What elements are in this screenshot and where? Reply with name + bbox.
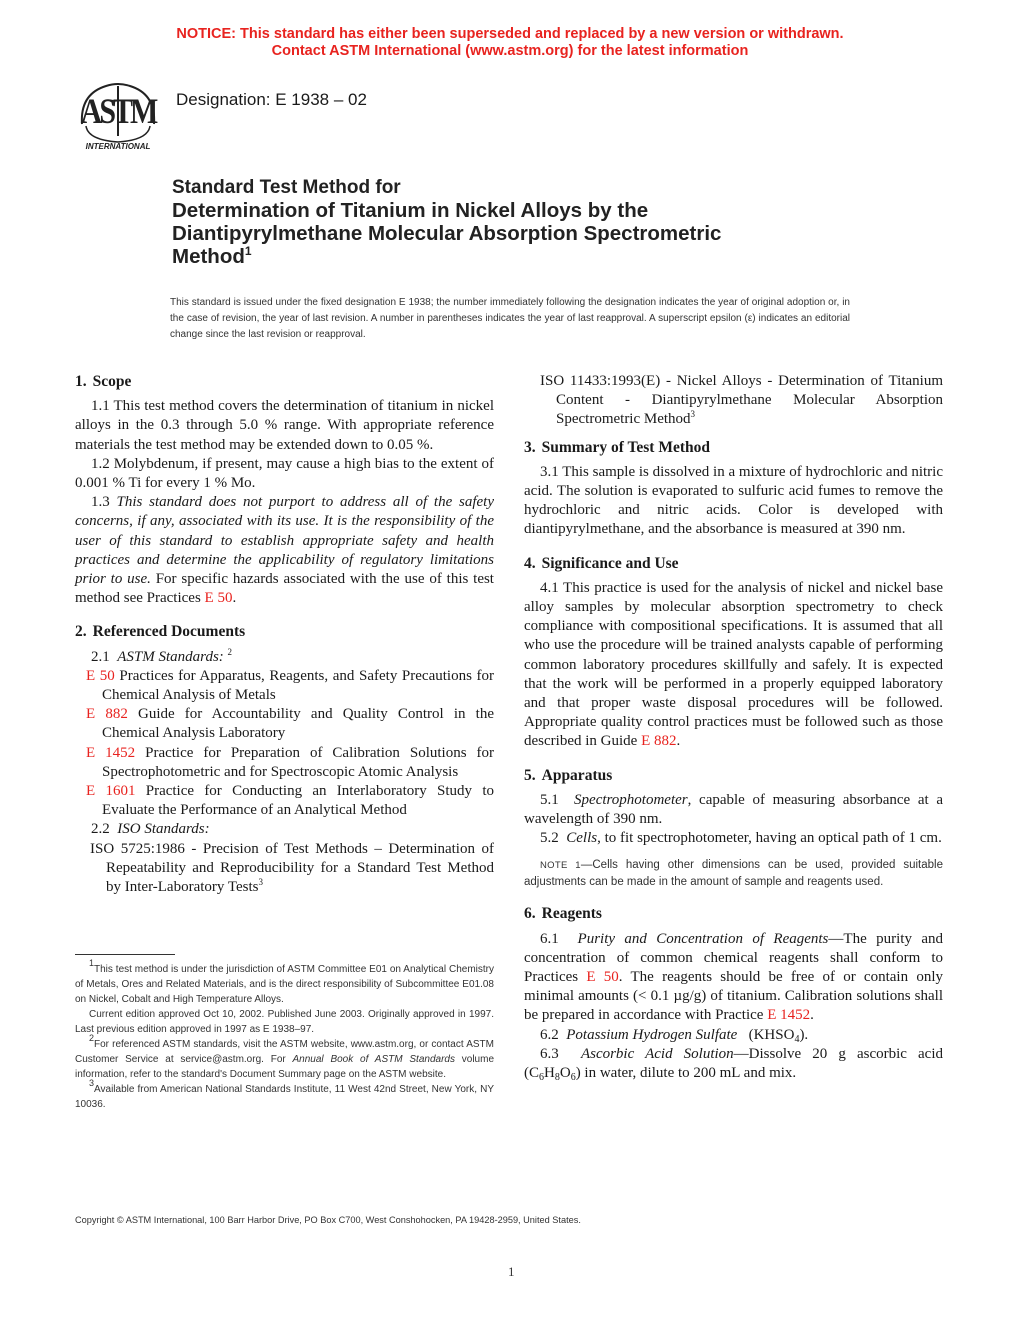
reference-e50 xyxy=(75,667,494,705)
footnote-1b: Current edition approved Oct 10, 2002. Published June 2003. Originally approved in 1997. Last previous edition approved in 1997 as E 1938–97. xyxy=(75,1009,494,1035)
para-6-3-italic: Ascorbic Acid Solution xyxy=(580,1045,734,1062)
khso4-sub: 4 xyxy=(794,1033,800,1045)
para-6-2-number: 6.2 xyxy=(540,1026,559,1043)
section-1-number: 1. xyxy=(75,373,87,390)
ref-text-e882: Guide for Accountability and Quality Control in the Chemical Analysis Laboratory xyxy=(102,706,494,742)
astm-standards-label: ASTM Standards: xyxy=(117,648,224,665)
note-1-label: NOTE 1 xyxy=(540,860,581,872)
section-3-number: 3. xyxy=(524,438,536,456)
notice-line-2: Contact ASTM International (www.astm.org) for the latest information xyxy=(271,43,749,59)
para-3-1: 3.1 This sample is dissolved in a mixture of hydrochloric and nitric acid. The solution is evaporated to sulfuric acid fumes to remove the hydrochloric and nitric acids. Color is developed with diantipyrylmethane, and the absorbance is measured at 390 nm. xyxy=(524,463,943,538)
reference-iso-11433 xyxy=(524,372,943,430)
para-6-1 xyxy=(524,930,943,1026)
link-e50[interactable]: E 50 xyxy=(204,590,233,607)
formula-part-b: H xyxy=(544,1065,555,1082)
section-1-heading xyxy=(75,372,494,391)
footnote-1-text: This test method is under the jurisdiction of ASTM Committee E01 on Analytical Chemistry of Metals, Ores and Related Materials, and is the direct responsibility of Subcommittee E01.08 on Nickel, Cobalt and High Temperature Alloys. xyxy=(75,964,494,1005)
para-6-1-italic: Purity and Concentration of Reagents xyxy=(577,930,829,947)
section-6-heading xyxy=(524,904,943,923)
para-5-1-italic: Spectrophotometer xyxy=(574,791,688,808)
para-5-2-number: 5.2 xyxy=(540,830,559,847)
section-6-number: 6. xyxy=(524,905,536,923)
para-1-3-number: 1.3 xyxy=(91,494,110,511)
footnote-2-text-b: volume information, refer to the standard's Document Summary page on the ASTM website. xyxy=(75,1054,494,1080)
section-3-heading xyxy=(524,438,943,457)
iso-5725-text: ISO 5725:1986 - Precision of Test Methods – Determination of Repeatability and Reproducibility for a Standard Test Method by Inter-Laboratory Tests xyxy=(90,840,494,896)
para-2-1-number: 2.1 xyxy=(91,648,110,665)
title-line-4 xyxy=(172,245,872,268)
footnote-1 xyxy=(75,958,494,1007)
ref-code-e1452[interactable]: E 1452 xyxy=(86,744,136,761)
footnote-mark-2: 2 xyxy=(227,646,233,657)
section-1-title: Scope xyxy=(92,373,132,390)
notice-banner xyxy=(0,26,1020,60)
footnote-3 xyxy=(75,1078,494,1112)
section-4-title: Significance and Use xyxy=(541,554,679,572)
para-5-2-italic: Cells xyxy=(566,830,598,847)
note-1-text: —Cells having other dimensions can be used, provided suitable adjustments can be made in the amount of sample and reagents used. xyxy=(524,859,943,889)
footnote-divider xyxy=(75,954,175,955)
para-1-3 xyxy=(75,493,494,608)
ref-text-e50: Practices for Apparatus, Reagents, and Safety Precautions for Chemical Analysis of Metals xyxy=(102,667,495,704)
section-4-number: 4. xyxy=(524,554,536,572)
para-1-1: 1.1 This test method covers the determination of titanium in nickel alloys in the 0.3 through 5.0 % range. With appropriate reference materials the test method may be extended down to 0.05 %. xyxy=(75,398,494,453)
formula-part-c: O xyxy=(559,1065,571,1082)
iso-11433-text: ISO 11433:1993(E) - Nickel Alloys - Determination of Titanium Content - Diantipyrylmethane Molecular Absorption Spectrometric Method xyxy=(540,373,943,428)
para-6-3-number: 6.3 xyxy=(540,1045,559,1062)
ref-text-e1601: Practice for Conducting an Interlaboratory Study to Evaluate the Performance of an Analytical Method xyxy=(102,783,494,819)
intro-paragraph: This standard is issued under the fixed designation E 1938; the number immediately following the designation indicates the year of original adoption or, in the case of revision, the year of last revision. A number in parentheses indicates the year of last reapproval. A superscript epsilon (ε) indicates an editorial change since the last revision or reapproval. xyxy=(170,297,850,340)
para-5-1-rest: , capable of measuring absorbance at a wavelength of 390 nm. xyxy=(524,791,943,828)
footnote-2 xyxy=(75,1033,494,1082)
document-title xyxy=(172,176,872,268)
footnote-3-text: Available from American National Standards Institute, 11 West 42nd Street, New York, NY 10036. xyxy=(75,1084,494,1110)
section-5-title: Apparatus xyxy=(541,766,613,784)
footnote-3-mark: 3 xyxy=(89,1078,95,1088)
title-line-2: Determination of Titanium in Nickel Alloys by the xyxy=(172,199,649,222)
para-2-1 xyxy=(75,648,494,667)
link-e1452[interactable]: E 1452 xyxy=(767,1007,811,1024)
para-6-1-mid: . The reagents should be free of or contain only minimal amounts (< 0.1 µg/g) of titanium. Calibration solutions shall be prepared in accordance with Practice xyxy=(524,969,943,1024)
iso-standards-label: ISO Standards: xyxy=(117,821,210,838)
link-e50-b[interactable]: E 50 xyxy=(586,969,619,986)
copyright-line: Copyright © ASTM International, 100 Barr Harbor Drive, PO Box C700, West Conshohocken, PA 19428-2959, United States. xyxy=(75,1215,581,1225)
formula-sub-1: 6 xyxy=(539,1072,544,1084)
title-line-1: Standard Test Method for xyxy=(172,177,401,198)
title-line-3: Diantipyrylmethane Molecular Absorption Spectrometric xyxy=(172,222,722,245)
svg-text:INTERNATIONAL: INTERNATIONAL xyxy=(85,142,151,150)
para-2-2 xyxy=(75,820,494,839)
ref-code-e50[interactable]: E 50 xyxy=(86,667,115,684)
para-6-1-end: . xyxy=(810,1007,814,1024)
left-column xyxy=(75,372,494,897)
section-3-title: Summary of Test Method xyxy=(541,438,710,456)
para-6-3 xyxy=(524,1045,943,1083)
reference-iso-5725 xyxy=(75,840,494,898)
para-2-2-number: 2.2 xyxy=(91,821,110,838)
khso4-formula-b: ). xyxy=(799,1026,809,1043)
formula-sub-3: 6 xyxy=(570,1072,576,1084)
section-6-title: Reagents xyxy=(541,905,602,923)
khso4-formula-a: (KHSO xyxy=(737,1026,795,1043)
para-5-2 xyxy=(524,829,943,848)
para-1-2: 1.2 Molybdenum, if present, may cause a high bias to the extent of 0.001 % Ti for every 1 % Mo. xyxy=(75,455,494,492)
link-e882[interactable]: E 882 xyxy=(641,733,677,750)
note-1 xyxy=(524,857,943,890)
section-5-heading xyxy=(524,766,943,785)
para-6-1-rest: —The purity and concentration of common chemical reagents shall conform to Practices xyxy=(524,930,943,986)
formula-sub-2: 8 xyxy=(554,1072,560,1084)
para-1-3-italic: This standard does not purport to address all of the safety concerns, if any, associated with its use. It is the responsibility of the user of this standard to establish appropriate safety and health practices and determine the applicability of regulatory limitations prior to use. xyxy=(75,494,495,588)
footnote-mark-3b: 3 xyxy=(690,409,696,420)
formula-part-a: —Dissolve 20 g ascorbic acid (C xyxy=(524,1045,943,1082)
para-5-2-rest: , to fit spectrophotometer, having an optical path of 1 cm. xyxy=(597,830,942,847)
footnote-mark-3: 3 xyxy=(258,877,263,888)
ref-code-e882[interactable]: E 882 xyxy=(86,706,128,723)
reference-e1601 xyxy=(75,782,494,820)
para-1-3-tail: For specific hazards associated with the use of this test method see Practices xyxy=(75,571,494,607)
para-6-1-number: 6.1 xyxy=(540,930,559,947)
section-2-heading xyxy=(75,622,494,641)
notice-line-1: NOTICE: This standard has either been superseded and replaced by a new version or withdrawn. xyxy=(176,26,844,42)
footnote-2-text-a: For referenced ASTM standards, visit the ASTM website, www.astm.org, or contact ASTM Customer Service at service@astm.org. For xyxy=(75,1039,494,1065)
para-4-1-text: 4.1 This practice is used for the analysis of nickel and nickel base alloy samples by molecular absorption spectrometry to check compliance with compositional specifications. It is assumed that all who use the procedure will be trained analysts capable of performing common laboratory procedures skillfully and safely. It is expected that the work will be performed in a properly equipped laboratory and that proper waste disposal procedures will be followed. Appropriate quality control practices must be followed such as those described in Guide xyxy=(524,579,943,750)
title-line-4-text: Method xyxy=(172,245,245,268)
section-5-number: 5. xyxy=(524,766,536,784)
para-4-1-end: . xyxy=(676,733,681,750)
footnote-1-mark: 1 xyxy=(89,958,95,968)
para-1-3-end: . xyxy=(232,590,237,607)
ref-code-e1601[interactable]: E 1601 xyxy=(86,783,136,800)
section-4-heading xyxy=(524,554,943,573)
right-column xyxy=(524,372,943,1083)
footnote-2-italic: Annual Book of ASTM Standards xyxy=(292,1054,455,1065)
footnotes xyxy=(75,958,494,1112)
title-footnote-mark: 1 xyxy=(244,244,252,258)
reference-e882 xyxy=(75,705,494,743)
para-6-2-italic: Potassium Hydrogen Sulfate xyxy=(566,1026,738,1043)
para-5-1-number: 5.1 xyxy=(540,791,559,808)
section-2-number: 2. xyxy=(75,623,87,641)
reference-e1452 xyxy=(75,744,494,782)
designation: Designation: E 1938 – 02 xyxy=(176,90,367,109)
svg-text:ASTM: ASTM xyxy=(80,91,156,132)
astm-logo-icon xyxy=(76,80,160,150)
page-number: 1 xyxy=(508,1264,515,1279)
para-5-1 xyxy=(524,791,943,829)
formula-part-d: ) in water, dilute to 200 mL and mix. xyxy=(575,1065,797,1082)
ref-text-e1452: Practice for Preparation of Calibration Solutions for Spectrophotometric and for Spectroscopic Atomic Analysis xyxy=(102,744,494,780)
section-2-title: Referenced Documents xyxy=(92,623,246,641)
footnote-2-mark: 2 xyxy=(89,1033,95,1043)
para-4-1 xyxy=(524,579,943,752)
para-6-2 xyxy=(524,1026,943,1045)
